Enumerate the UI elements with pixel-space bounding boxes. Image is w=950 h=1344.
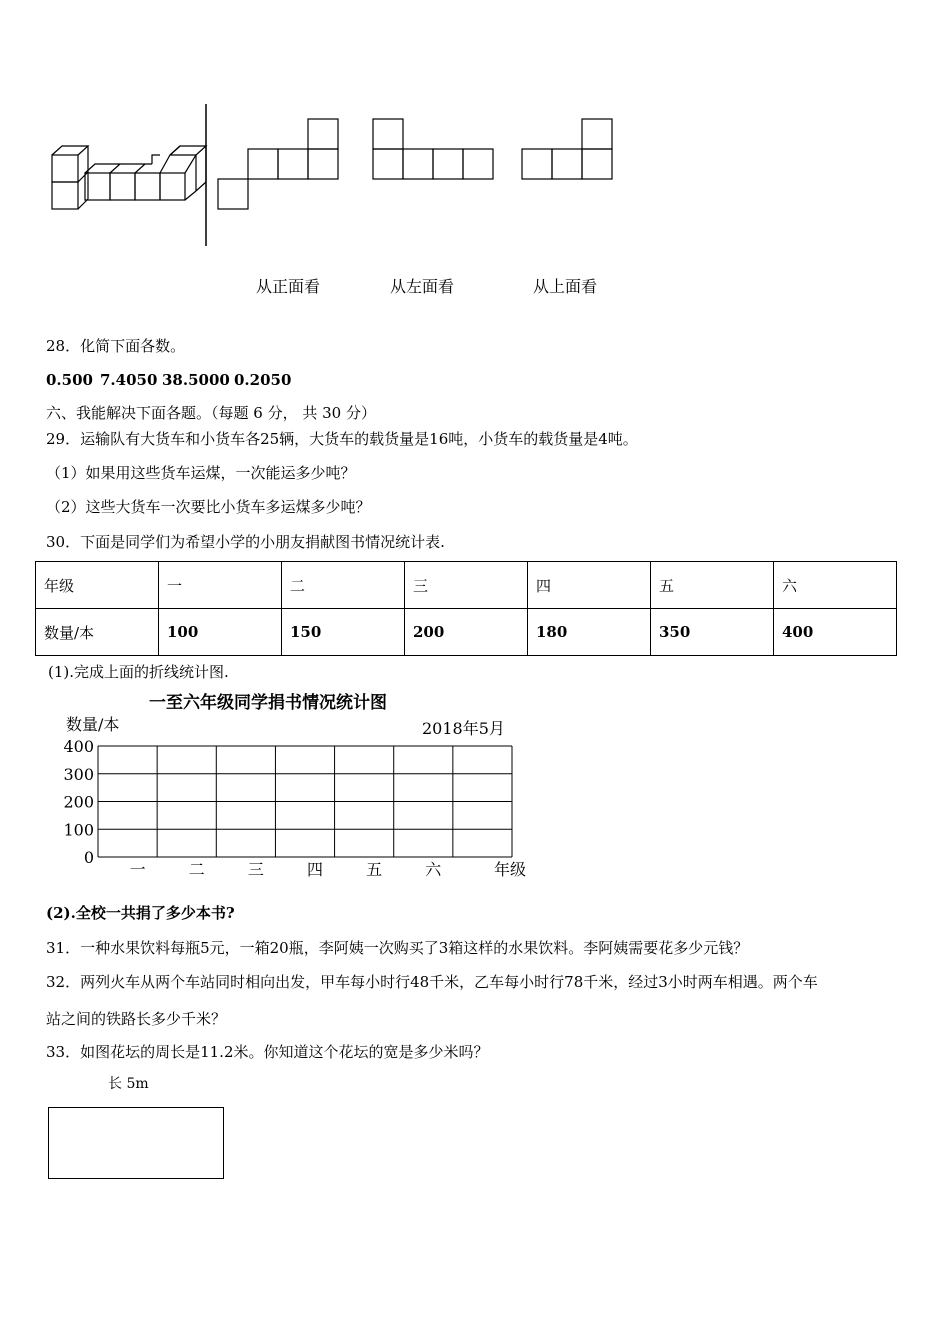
chart-ytick-label: 200 <box>63 792 94 812</box>
q32-line1: 32．两列火车从两个车站同时相向出发，甲车每小时行48千米，乙车每小时行78千米，经过3小时两车相遇。两个车 <box>46 973 818 991</box>
q28-number-3: 38.5000 <box>162 371 230 389</box>
donation-table <box>35 561 897 656</box>
chart-subtitle: 2018年5月 <box>422 719 505 738</box>
q31-title: 31．一种水果饮料每瓶5元，一箱20瓶，李阿姨一次购买了3箱这样的水果饮料。李阿姨需要花多少元钱？ <box>46 939 749 957</box>
top-view-label: 从上面看 <box>533 277 598 296</box>
flowerbed-length-label: 长 5m <box>108 1076 149 1092</box>
table-cell: 350 <box>651 609 774 656</box>
chart-xtick-label: 六 <box>425 860 442 879</box>
table-header-cell: 三 <box>405 562 528 609</box>
table-label-cell: 数量/本 <box>36 609 159 656</box>
table-header-cell: 年级 <box>36 562 159 609</box>
chart-ytick-label: 0 <box>83 848 94 867</box>
table-cell: 150 <box>282 609 405 656</box>
q28-number-1: 0.500 <box>46 371 93 389</box>
cube-solid-drawing <box>52 146 206 209</box>
left-view-label: 从左面看 <box>390 277 455 296</box>
q28-number-2: 7.4050 <box>100 371 158 389</box>
chart-xtick-label: 四 <box>306 860 324 879</box>
top-view <box>522 119 612 179</box>
q30-sub2: (2).全校一共捐了多少本书? <box>46 904 235 922</box>
q30-sub1: (1).完成上面的折线统计图. <box>48 663 229 681</box>
left-view <box>373 119 493 179</box>
q28-title: 28．化简下面各数。 <box>46 337 186 355</box>
table-header-cell: 二 <box>282 562 405 609</box>
chart-ylabel: 数量/本 <box>66 715 120 734</box>
table-cell: 180 <box>528 609 651 656</box>
chart-xtick-label: 二 <box>188 860 205 879</box>
front-view-label: 从正面看 <box>256 277 321 296</box>
cube-views-figure <box>40 100 640 250</box>
chart-ytick-label: 300 <box>63 764 94 784</box>
q29-sub2: （2）这些大货车一次要比小货车多运煤多少吨？ <box>46 498 371 516</box>
chart-title: 一至六年级同学捐书情况统计图 <box>149 693 387 713</box>
chart-xlabel: 年级 <box>494 860 527 879</box>
q28-number-4: 0.2050 <box>234 371 292 389</box>
q29-title: 29．运输队有大货车和小货车各25辆，大货车的载货量是16吨，小货车的载货量是4吨。 <box>46 430 638 448</box>
section6-title: 六、我能解决下面各题。（每题 6 分， 共 30 分） <box>46 404 376 422</box>
chart-xtick-label: 三 <box>247 860 264 879</box>
table-cell: 100 <box>159 609 282 656</box>
q29-sub1: （1）如果用这些货车运煤，一次能运多少吨？ <box>46 464 356 482</box>
chart-ytick-label: 100 <box>63 820 94 840</box>
chart-xtick-label: 五 <box>366 860 383 879</box>
q33-title: 33．如图花坛的周长是11.2米。你知道这个花坛的宽是多少米吗？ <box>46 1043 489 1061</box>
table-header-cell: 四 <box>528 562 651 609</box>
line-chart <box>60 686 540 886</box>
table-cell: 200 <box>405 609 528 656</box>
chart-ytick-label: 400 <box>63 737 94 756</box>
q30-title: 30．下面是同学们为希望小学的小朋友捐献图书情况统计表. <box>46 533 445 551</box>
table-header-cell: 一 <box>159 562 282 609</box>
table-row <box>36 609 897 656</box>
front-view <box>218 119 338 209</box>
q32-line2: 站之间的铁路长多少千米？ <box>46 1010 227 1028</box>
table-row <box>36 562 897 609</box>
table-header-cell: 六 <box>774 562 897 609</box>
table-header-cell: 五 <box>651 562 774 609</box>
table-cell: 400 <box>774 609 897 656</box>
flowerbed-rectangle <box>48 1107 224 1179</box>
chart-xtick-label: 一 <box>129 860 146 879</box>
